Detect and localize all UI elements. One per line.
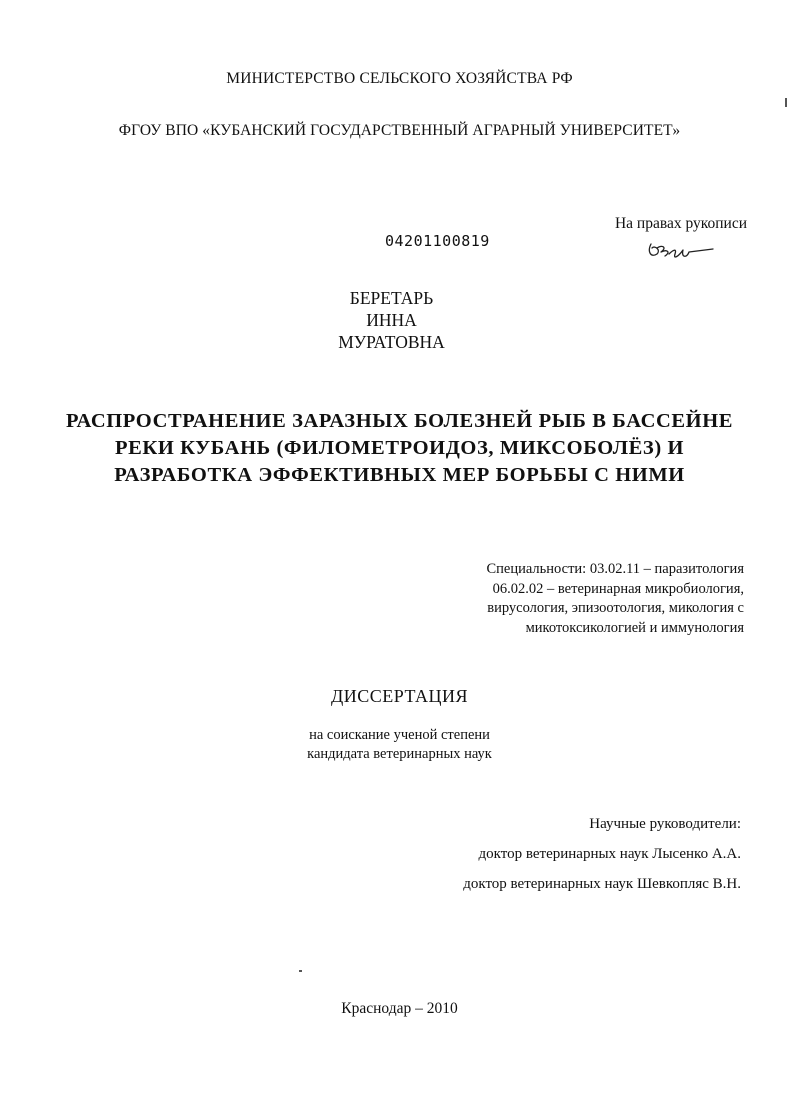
- document-type: ДИССЕРТАЦИЯ: [330, 686, 469, 706]
- dissertation-title: [0, 408, 799, 489]
- author-name: [0, 287, 783, 353]
- advisor-item: доктор ветеринарных наук Шевкопляс В.Н.: [463, 876, 741, 892]
- title-line: РЕКИ КУБАНЬ (ФИЛОМЕТРОИДОЗ, МИКСОБОЛЁЗ) И: [114, 437, 685, 459]
- title-line: РАСПРОСТРАНЕНИЕ ЗАРАЗНЫХ БОЛЕЗНЕЙ РЫБ В БАССЕЙНЕ: [65, 410, 734, 432]
- signature-icon: [643, 236, 723, 266]
- document-number: 04201100819: [385, 232, 490, 250]
- specialty-line: вирусология, эпизоотология, микология с: [487, 600, 744, 616]
- rights-note: На правах рукописи: [614, 215, 747, 232]
- specialty-line: 06.02.02 – ветеринарная микробиология,: [492, 580, 744, 597]
- scan-mark: [785, 98, 787, 107]
- university-heading: ФГОУ ВПО «КУБАНСКИЙ ГОСУДАРСТВЕННЫЙ АГРАРНЫЙ УНИВЕРСИТЕТ»: [118, 122, 681, 139]
- city-year: Краснодар – 2010: [341, 1000, 458, 1017]
- advisors-label: Научные руководители:: [589, 816, 741, 832]
- title-line: РАЗРАБОТКА ЭФФЕКТИВНЫХ МЕР БОРЬБЫ С НИМИ: [114, 464, 685, 486]
- author-surname: БЕРЕТАРЬ: [349, 288, 434, 308]
- degree-line: на соискание ученой степени: [309, 727, 490, 743]
- degree-line: кандидата ветеринарных наук: [307, 746, 492, 762]
- advisor-item: доктор ветеринарных наук Лысенко А.А.: [478, 846, 741, 862]
- degree-block: [0, 726, 799, 764]
- ministry-heading: МИНИСТЕРСТВО СЕЛЬСКОГО ХОЗЯЙСТВА РФ: [226, 70, 573, 87]
- scan-dot: [299, 970, 302, 972]
- specialty-line: Специальности: 03.02.11 – паразитология: [486, 561, 744, 577]
- specialty-block: [486, 560, 744, 638]
- author-patronymic: МУРАТОВНА: [338, 332, 445, 352]
- specialty-line: микотоксикологией и иммунология: [525, 619, 744, 636]
- author-first-name: ИННА: [366, 310, 417, 330]
